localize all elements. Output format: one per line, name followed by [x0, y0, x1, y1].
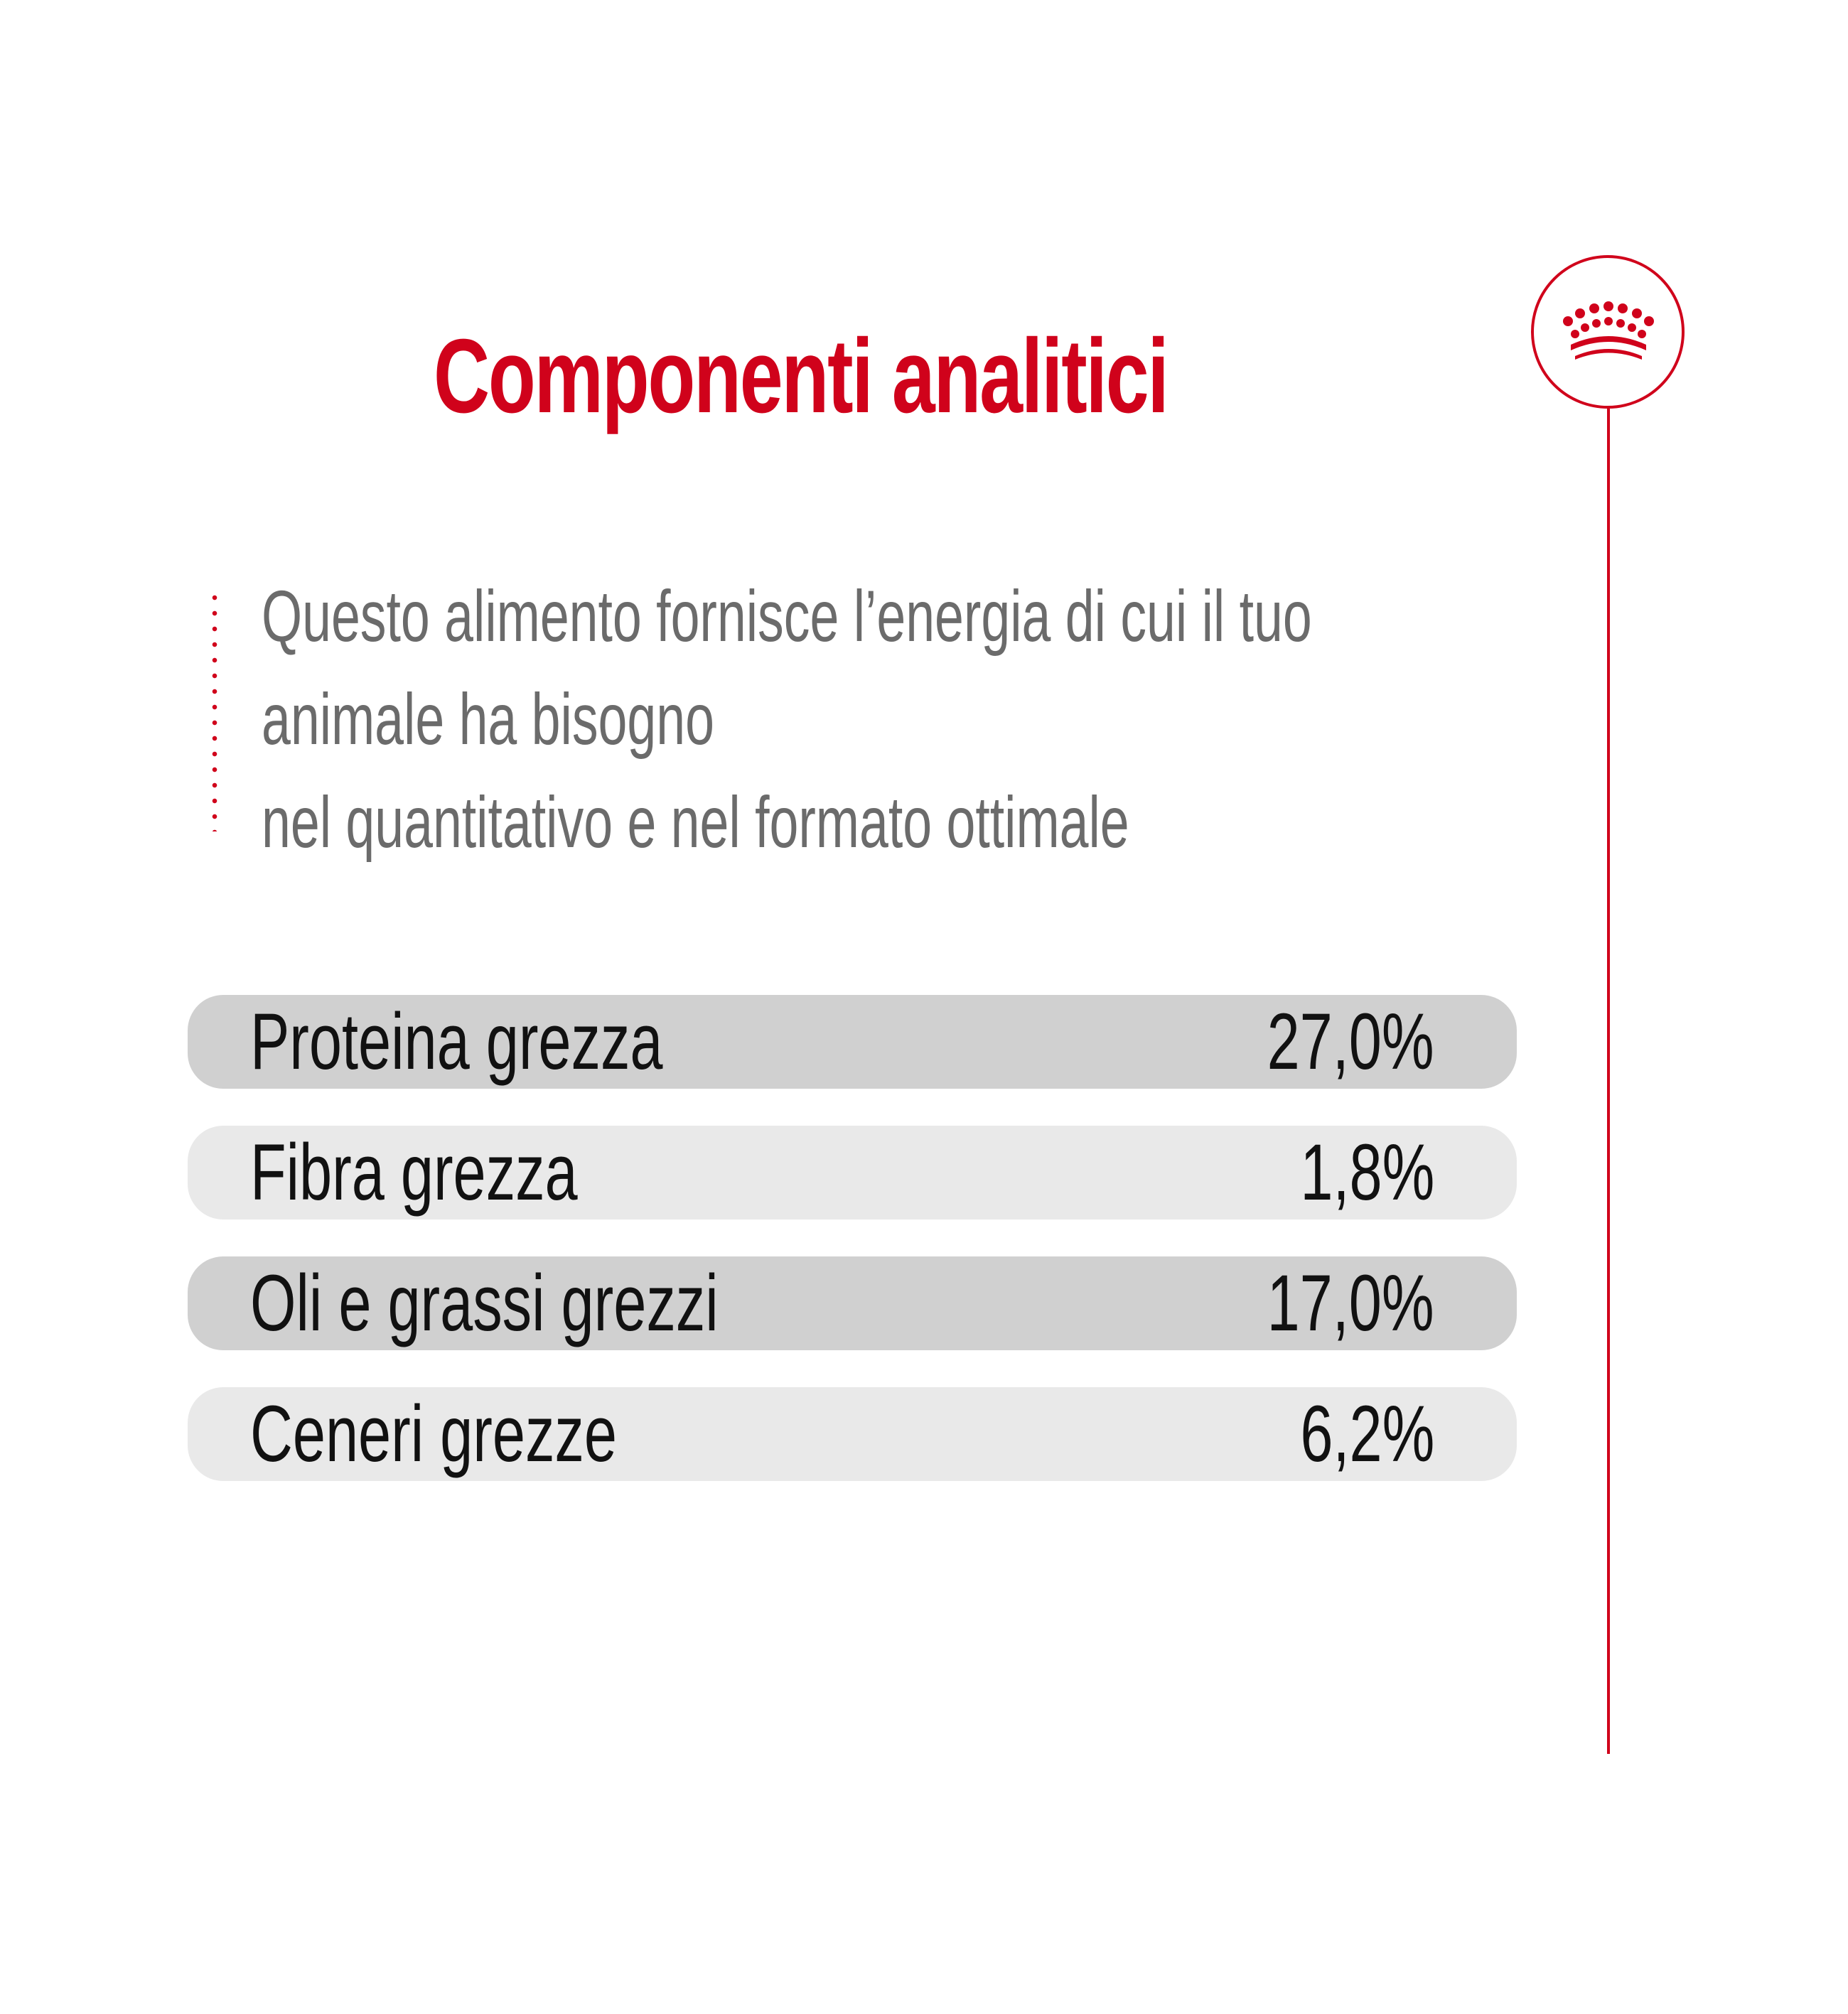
component-value: 1,8%: [1300, 1128, 1434, 1217]
vertical-line: [1607, 409, 1610, 1754]
components-table: [188, 995, 1517, 1518]
component-value: 17,0%: [1267, 1259, 1434, 1347]
dotted-divider: [212, 590, 217, 831]
table-row: [188, 1126, 1517, 1219]
table-row: [188, 1256, 1517, 1350]
intro-text: [262, 565, 1592, 874]
intro-line: animale ha bisogno: [262, 679, 714, 760]
component-label: Ceneri grezze: [250, 1389, 617, 1478]
component-label: Proteina grezza: [250, 997, 663, 1086]
component-value: 6,2%: [1300, 1389, 1434, 1478]
crown-icon: [1561, 299, 1656, 363]
component-value: 27,0%: [1267, 997, 1434, 1086]
table-row: [188, 995, 1517, 1089]
brand-logo: [1531, 255, 1685, 409]
page-title: Componenti analitici: [434, 318, 1168, 435]
intro-line: nel quantitativo e nel formato ottimale: [262, 782, 1129, 863]
component-label: Fibra grezza: [250, 1128, 578, 1217]
table-row: [188, 1387, 1517, 1481]
intro-block: [199, 565, 1549, 878]
intro-line: Questo alimento fornisce l’energia di cui il tuo: [262, 576, 1312, 657]
component-label: Oli e grassi grezzi: [250, 1259, 719, 1347]
